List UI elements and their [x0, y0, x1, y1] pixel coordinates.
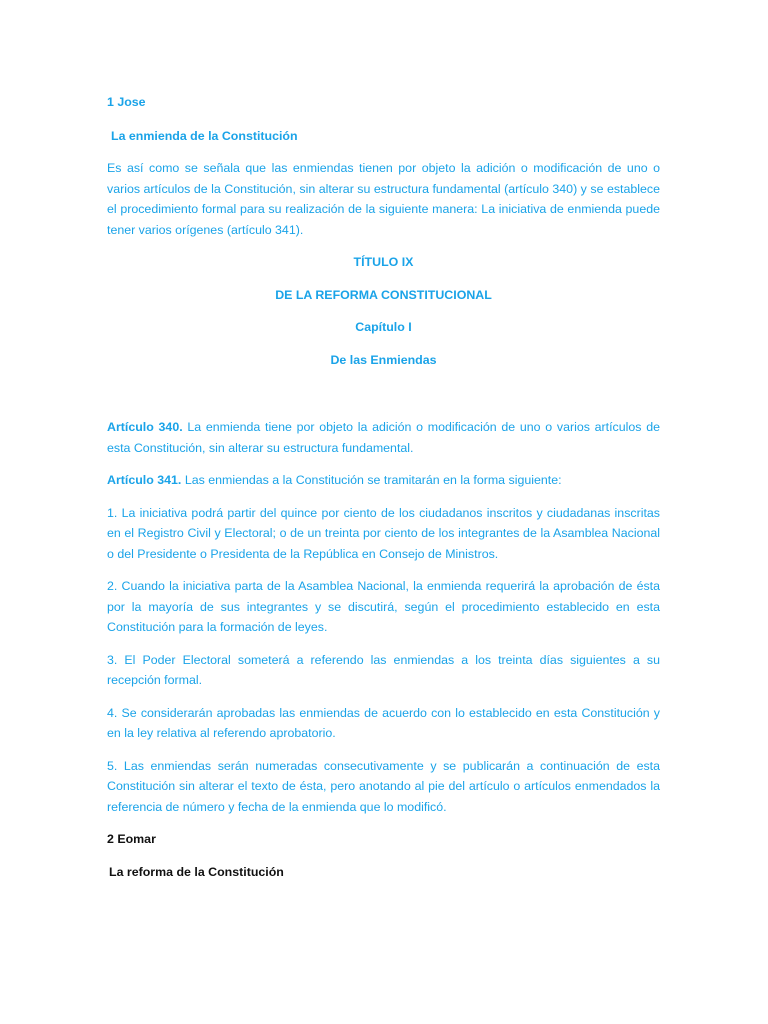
capitulo-heading: Capítulo I — [355, 320, 412, 334]
article-341-label: Artículo 341. — [107, 473, 182, 487]
titulo-heading: TÍTULO IX — [353, 255, 414, 269]
list-item-1: 1. La iniciativa podrá partir del quince por ciento de los ciudadanos inscritos y ciudadanas inscritas en el Registro Civil y Electoral; o de un treinta por ciento de los integrantes de la Asamblea Nacional o del Presidente o Presidenta de la República en Consejo de Ministros. — [107, 505, 660, 561]
list-item-2: 2. Cuando la iniciativa parta de la Asamblea Nacional, la enmienda requerirá la aprobación de ésta por la mayoría de sus integrantes y se discutirá, según el procedimiento establecido en esta Constitución para la formación de leyes. — [107, 579, 660, 634]
enmiendas-heading: De las Enmiendas — [330, 352, 437, 367]
section-2-title: La reforma de la Constitución — [109, 864, 284, 879]
section-1-intro-paragraph: Es así como se señala que las enmiendas tienen por objeto la adición o modificación de uno o varios artículos de la Constitución, sin alterar su estructura fundamental (artículo 340) y se establece el procedimiento formal para su realización de la siguiente manera: La iniciativa de enmienda puede tener varios orígenes (artículo 341). — [107, 161, 660, 237]
list-item-3: 3. El Poder Electoral someterá a referendo las enmiendas a los treinta días siguientes a su recepción formal. — [107, 652, 660, 687]
article-340-text: La enmienda tiene por objeto la adición o modificación de uno o varios artículos de esta Constitución, sin alterar su estructura fundamental. — [107, 420, 660, 455]
article-340-paragraph — [107, 417, 660, 458]
section-1-heading: 1 Jose — [107, 95, 146, 109]
article-341-paragraph — [107, 470, 660, 491]
article-341-text: Las enmiendas a la Constitución se tramitarán en la forma siguiente: — [181, 473, 562, 487]
list-item-5: 5. Las enmiendas serán numeradas consecutivamente y se publicarán a continuación de esta Constitución sin alterar el texto de ésta, pero anotando al pie del artículo o artículos enmendados la referencia de número y fecha de la enmienda que lo modificó. — [107, 758, 660, 814]
article-340-label: Artículo 340. — [107, 420, 183, 434]
list-item-4: 4. Se considerarán aprobadas las enmiendas de acuerdo con lo establecido en esta Constitución y en la ley relativa al referendo aprobatorio. — [107, 705, 660, 740]
section-2-heading: 2 Eomar — [107, 832, 156, 846]
document-page — [107, 92, 660, 882]
section-1-title: La enmienda de la Constitución — [111, 128, 298, 143]
reforma-heading: DE LA REFORMA CONSTITUCIONAL — [275, 287, 492, 302]
